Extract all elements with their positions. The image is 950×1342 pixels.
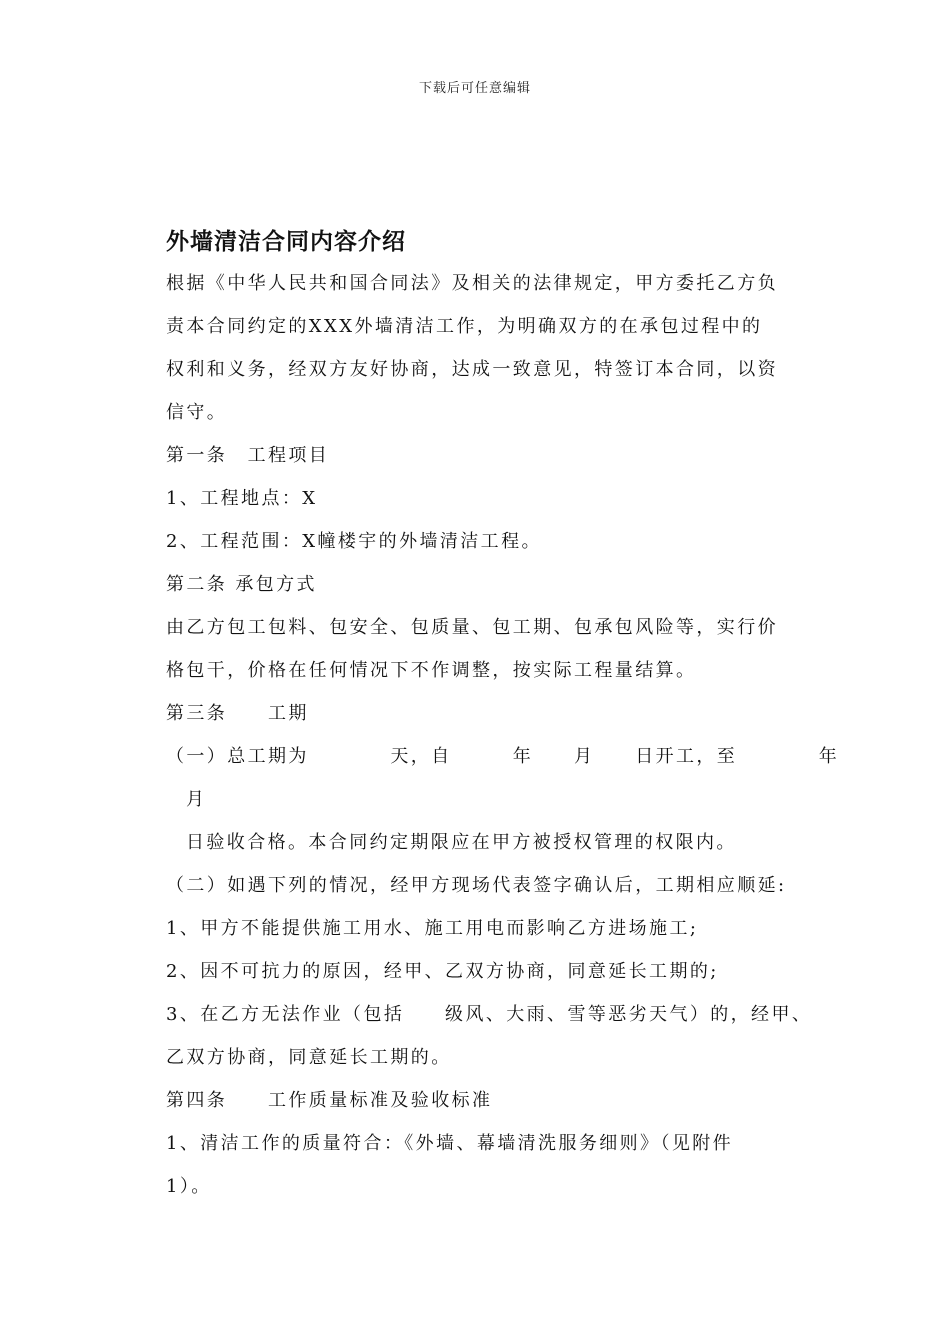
- article-heading: 第一条 工程项目: [166, 445, 330, 466]
- paragraph-line: 1）。: [166, 1176, 212, 1197]
- list-item: 2、工程范围：X幢楼宇的外墙清洁工程。: [166, 531, 542, 552]
- list-item: 1、甲方不能提供施工用水、施工用电而影响乙方进场施工;: [166, 918, 699, 939]
- paragraph-line: （一）总工期为 天，自 年 月 日开工，至 年: [166, 746, 840, 767]
- paragraph-line: 格包干，价格在任何情况下不作调整，按实际工程量结算。: [166, 660, 697, 681]
- article-heading: 第四条 工作质量标准及验收标准: [166, 1090, 493, 1111]
- header-note: 下载后可任意编辑: [418, 81, 531, 96]
- list-item: 3、在乙方无法作业（包括 级风、大雨、雪等恶劣天气）的，经甲、: [166, 1004, 813, 1025]
- paragraph-line: 乙双方协商，同意延长工期的。: [166, 1047, 452, 1068]
- paragraph-line: 日验收合格。本合同约定期限应在甲方被授权管理的权限内。: [186, 832, 737, 853]
- paragraph-line: 月: [186, 789, 207, 810]
- paragraph-line: 权利和义务，经双方友好协商，达成一致意见，特签订本合同，以资: [166, 359, 778, 380]
- document-title: 外墙清洁合同内容介绍: [166, 228, 406, 255]
- list-item: 2、因不可抗力的原因，经甲、乙双方协商，同意延长工期的;: [166, 961, 719, 982]
- paragraph-line: 责本合同约定的XXX外墙清洁工作，为明确双方的在承包过程中的: [166, 316, 763, 337]
- paragraph-line: 由乙方包工包料、包安全、包质量、包工期、包承包风险等，实行价: [166, 617, 778, 638]
- article-heading: 第二条 承包方式: [166, 574, 317, 595]
- paragraph-line: 信守。: [166, 402, 228, 423]
- paragraph-line: （二）如遇下列的情况，经甲方现场代表签字确认后，工期相应顺延:: [166, 875, 787, 896]
- list-item: 1、清洁工作的质量符合：《外墙、幕墙清洗服务细则》（见附件: [166, 1133, 734, 1154]
- paragraph-line: 根据《中华人民共和国合同法》及相关的法律规定，甲方委托乙方负: [166, 273, 778, 294]
- article-heading: 第三条 工期: [166, 703, 309, 724]
- list-item: 1、工程地点：X: [166, 488, 318, 509]
